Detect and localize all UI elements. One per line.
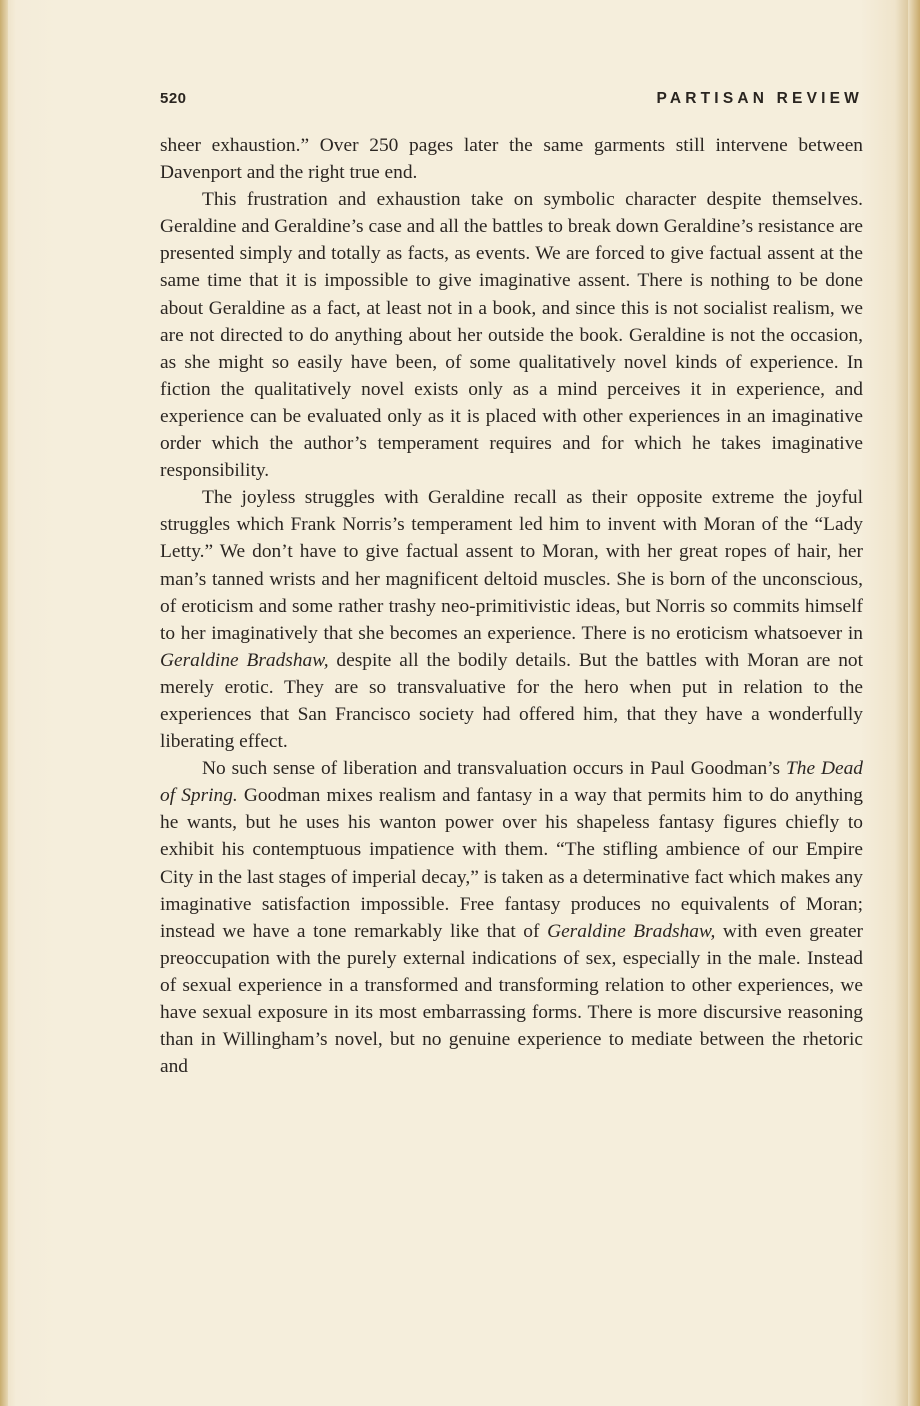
page-gutter-shadow — [0, 0, 8, 1406]
paragraph — [160, 186, 863, 484]
italic-title-text: Geraldine Bradshaw, — [547, 920, 716, 942]
paragraph-text: The joyless struggles with Geraldine recall as their opposite extreme the joyful struggles which Frank Norris’s temperament led him to invent with Moran of the “Lady Letty.” We don’t have to give factual assent to Moran, with her great ropes of hair, her man’s tanned wrists and her magnificent deltoid muscles. She is born of the unconscious, of eroticism and some rather trashy neo-primitivistic ideas, but Norris so commits himself to her imaginatively that she becomes an experience. There is no eroticism whatsoever in — [160, 487, 863, 644]
page-number: 520 — [160, 90, 187, 107]
running-head: PARTISAN REVIEW — [656, 90, 863, 107]
page-header — [160, 90, 863, 114]
paragraph — [160, 755, 863, 1080]
paragraph-text: No such sense of liberation and transvaluation occurs in Paul Goodman’s — [202, 758, 786, 780]
page-edge-shadow — [908, 0, 920, 1406]
paragraph-text: despite all the bodily details. But the battles with Moran are not merely erotic. They are so transvaluative for the hero when put in relation to the experiences that San Francisco society had offered him, that they have a wonderfully liberating effect. — [160, 649, 863, 753]
paragraph-text: Goodman mixes realism and fantasy in a way that permits him to do anything he wants, but he uses his wanton power over his shapeless fantasy figures chiefly to exhibit his contemptuous impatience with them. “The stifling ambience of our Empire City in the last stages of imperial decay,” is taken as a determinative fact which makes any imaginative satisfaction impossible. Free fantasy produces no equivalents of Moran; instead we have a tone remarkably like that of — [160, 785, 863, 942]
paragraph-text: with even greater preoccupation with the purely external indications of sex, especially in the male. Instead of sexual experience in a transformed and transforming relation to other experiences, we have sexual exposure in its most embarrassing forms. There is more discursive reasoning than in Willingham’s novel, but no genuine experience to mediate between the rhetoric and — [160, 920, 864, 1078]
italic-title-text: Geraldine Bradshaw, — [160, 649, 329, 671]
paragraph-text: sheer exhaustion.” Over 250 pages later the same garments still intervene between Davenport and the right true end. — [160, 135, 863, 184]
italic-title-text: The Dead of Spring. — [160, 758, 863, 807]
paragraph — [160, 484, 863, 755]
paragraph-continued — [160, 132, 863, 186]
body-text — [160, 132, 863, 1080]
paragraph-text: This frustration and exhaustion take on symbolic character despite themselves. Geraldine and Geraldine’s case and all the battles to break down Geraldine’s resistance are presented simply and totally as facts, as events. We are forced to give factual assent at the same time that it is impossible to give imaginative assent. There is nothing to be done about Geraldine as a fact, at least not in a book, and since this is not socialist realism, we are not directed to do anything about her outside the book. Geraldine is not the occasion, as she might so easily have been, of some qualitatively novel kinds of experience. In fiction the qualitatively novel exists only as a mind perceives it in experience, and experience can be evaluated only as it is placed with other experiences in an imaginative order which the author’s temperament requires and for which he takes imaginative responsibility. — [160, 189, 863, 482]
